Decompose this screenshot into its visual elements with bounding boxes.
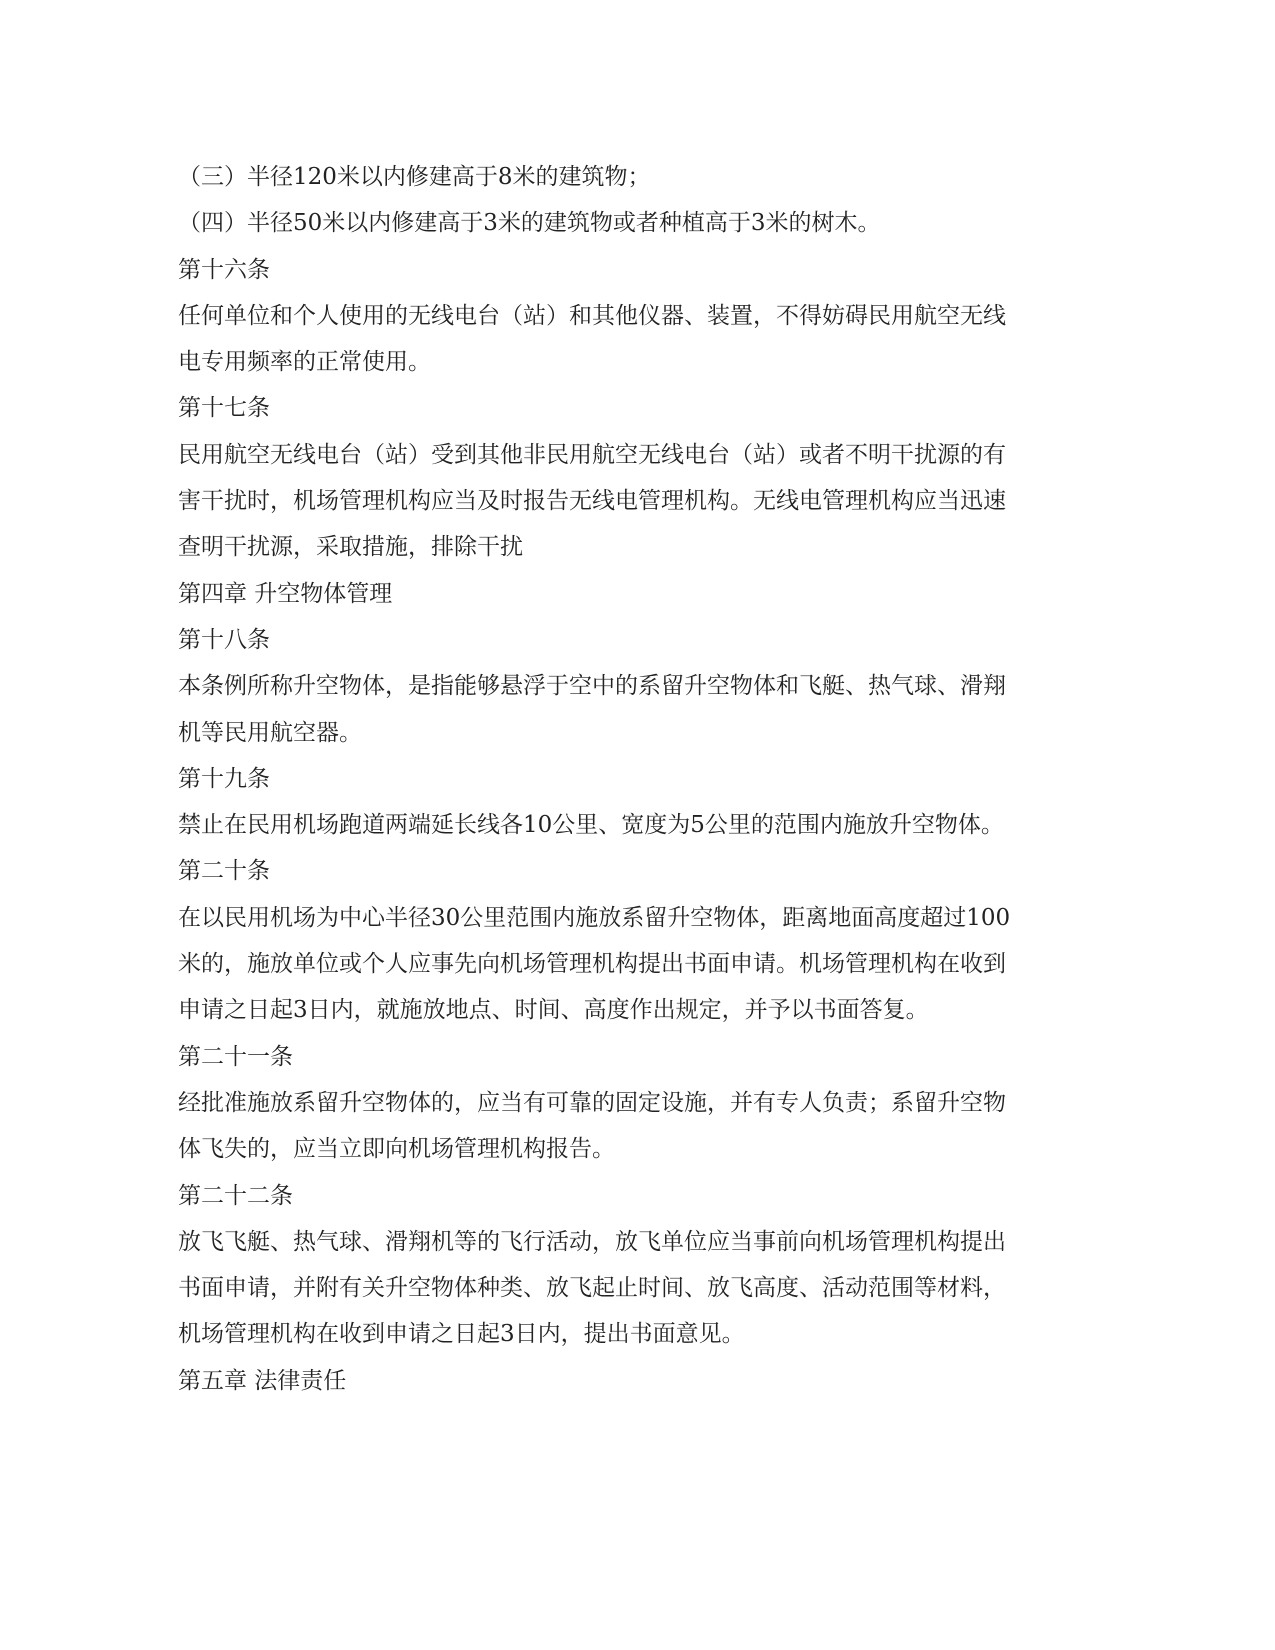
- text-line: 本条例所称升空物体，是指能够悬浮于空中的系留升空物体和飞艇、热气球、滑翔: [178, 673, 1006, 700]
- article-heading: 第十九条: [178, 765, 270, 792]
- text-line: 机等民用航空器。: [178, 719, 362, 746]
- article-heading: 第二十二条: [178, 1182, 293, 1209]
- article-heading: 第十七条: [178, 395, 270, 422]
- text-line: （三）半径120米以内修建高于8米的建筑物；: [178, 164, 651, 190]
- article-heading: 第十六条: [178, 256, 270, 283]
- text-line: 在以民用机场为中心半径30公里范围内施放系留升空物体，距离地面高度超过100: [178, 904, 1011, 931]
- text-line: 害干扰时，机场管理机构应当及时报告无线电管理机构。无线电管理机构应当迅速: [178, 488, 1006, 515]
- chapter-heading: 第五章 法律责任: [178, 1367, 347, 1394]
- article-heading: 第二十条: [178, 858, 270, 885]
- text-line: 申请之日起3日内，就施放地点、时间、高度作出规定，并予以书面答复。: [178, 997, 929, 1024]
- text-line: 禁止在民用机场跑道两端延长线各10公里、宽度为5公里的范围内施放升空物体。: [178, 812, 1004, 839]
- text-line: 任何单位和个人使用的无线电台（站）和其他仪器、装置，不得妨碍民用航空无线: [178, 302, 1006, 329]
- text-line: 机场管理机构在收到申请之日起3日内，提出书面意见。: [178, 1321, 745, 1348]
- text-line: 体飞失的，应当立即向机场管理机构报告。: [178, 1136, 615, 1163]
- text-line: 电专用频率的正常使用。: [178, 349, 431, 376]
- chapter-heading: 第四章 升空物体管理: [178, 580, 393, 607]
- text-line: 民用航空无线电台（站）受到其他非民用航空无线电台（站）或者不明干扰源的有: [178, 441, 1006, 468]
- text-line: 经批准施放系留升空物体的，应当有可靠的固定设施，并有专人负责；系留升空物: [178, 1089, 1006, 1116]
- text-line: 米的，施放单位或个人应事先向机场管理机构提出书面申请。机场管理机构在收到: [178, 951, 1006, 978]
- text-line: 放飞飞艇、热气球、滑翔机等的飞行活动，放飞单位应当事前向机场管理机构提出: [178, 1228, 1006, 1255]
- text-line: （四）半径50米以内修建高于3米的建筑物或者种植高于3米的树木。: [178, 210, 881, 237]
- text-line: 查明干扰源，采取措施，排除干扰: [178, 534, 523, 561]
- text-line: 书面申请，并附有关升空物体种类、放飞起止时间、放飞高度、活动范围等材料，: [178, 1275, 1006, 1302]
- document-body: [178, 154, 1038, 1404]
- article-heading: 第二十一条: [178, 1043, 293, 1070]
- article-heading: 第十八条: [178, 626, 270, 653]
